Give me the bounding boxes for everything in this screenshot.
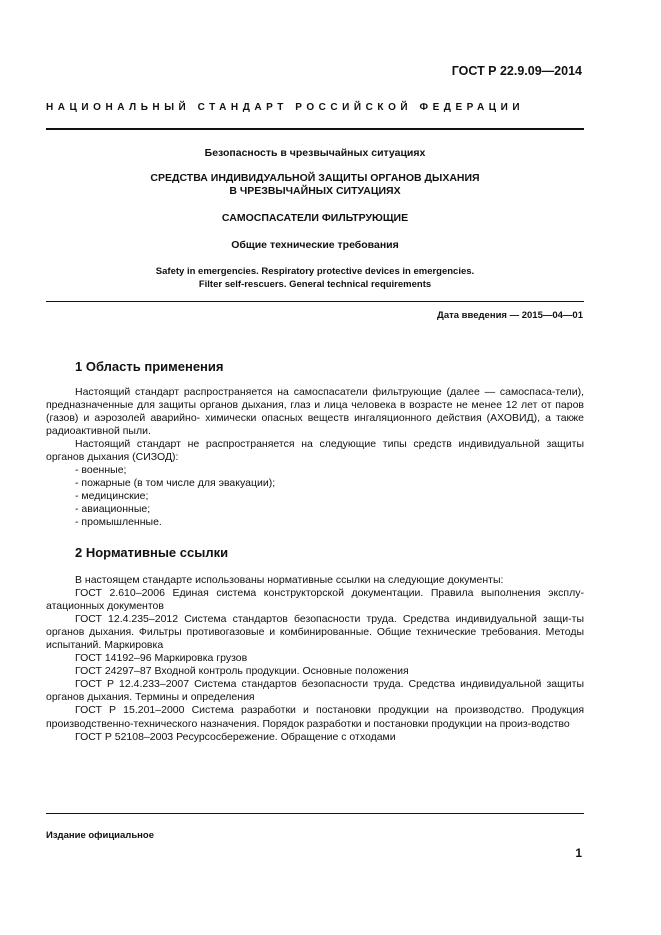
list-item: - промышленные. xyxy=(75,516,162,529)
list-item: - военные; xyxy=(75,464,127,477)
english-title xyxy=(46,265,584,291)
paragraph: Настоящий стандарт распространяется на самоспасатели фильтрующие (далее — самоспаса-тели), предназначенные для защиты органов дыхания, глаз и лица человека в возрасте не менее 12 лет от паров (газов) и аэрозолей аварийно- химически опасных веществ ингаляционного действия (АХОВИД), а также радиоактивной пыли. xyxy=(46,386,584,438)
reference-item: ГОСТ Р 15.201–2000 Система разработки и постановки продукции на производство. Продукция производственно-технического назначения. Порядок разработки и постановки продукции на произ-водство xyxy=(46,704,584,730)
section-1-body xyxy=(46,386,584,530)
list-item: - медицинские; xyxy=(75,490,149,503)
official-edition-note: Издание официальное xyxy=(46,830,154,841)
paragraph: В настоящем стандарте использованы нормативные ссылки на следующие документы: xyxy=(75,574,504,586)
reference-item: ГОСТ Р 52108–2003 Ресурсосбережение. Обращение с отходами xyxy=(75,730,396,743)
title-divider xyxy=(46,301,584,302)
reference-item: ГОСТ 2.610–2006 Единая система конструкторской документации. Правила выполнения эксплу-атационных документов xyxy=(46,587,584,613)
national-standard-heading: НАЦИОНАЛЬНЫЙ СТАНДАРТ РОССИЙСКОЙ ФЕДЕРАЦИИ xyxy=(46,102,525,113)
list-item: - пожарные (в том числе для эвакуации); xyxy=(75,477,276,490)
english-title-line-1: Safety in emergencies. Respiratory protective devices in emergencies. xyxy=(155,266,475,277)
reference-item: ГОСТ 14192–96 Маркировка грузов xyxy=(75,652,248,665)
section-1-title: 1 Область применения xyxy=(75,359,224,374)
english-title-line-2: Filter self-rescuers. General technical requirements xyxy=(198,279,432,290)
reference-item: ГОСТ Р 12.4.233–2007 Система стандартов безопасности труда. Средства индивидуальной защиты органов дыхания. Термины и определения xyxy=(46,678,584,704)
main-title-line-1: СРЕДСТВА ИНДИВИДУАЛЬНОЙ ЗАЩИТЫ ОРГАНОВ ДЫХАНИЯ xyxy=(150,172,480,184)
reference-item: ГОСТ 12.4.235–2012 Система стандартов безопасности труда. Средства индивидуальной защи-ты органов дыхания. Фильтры противогазовые и комбинированные. Общие технические требования. Методы испытаний. Маркировка xyxy=(46,613,584,652)
document-code: ГОСТ Р 22.9.09—2014 xyxy=(451,64,582,78)
footer-divider xyxy=(46,813,584,814)
paragraph: Настоящий стандарт не распространяется на следующие типы средств индивидуальной защиты органов дыхания (СИЗОД): xyxy=(46,438,584,464)
main-title-line-2: В ЧРЕЗВЫЧАЙНЫХ СИТУАЦИЯХ xyxy=(229,185,401,197)
list-item: - авиационные; xyxy=(75,503,151,516)
introduction-date: Дата введения — 2015—04—01 xyxy=(437,310,583,321)
main-title xyxy=(46,172,584,198)
section-2-body xyxy=(46,574,584,744)
page-number: 1 xyxy=(575,846,582,860)
reference-item: ГОСТ 24297–87 Входной контроль продукции. Основные положения xyxy=(75,665,409,678)
requirements-title: Общие технические требования xyxy=(231,239,399,251)
section-2-title: 2 Нормативные ссылки xyxy=(75,545,229,560)
header-divider xyxy=(46,128,584,130)
subtitle: САМОСПАСАТЕЛИ ФИЛЬТРУЮЩИЕ xyxy=(221,212,409,224)
series-title: Безопасность в чрезвычайных ситуациях xyxy=(204,147,426,159)
